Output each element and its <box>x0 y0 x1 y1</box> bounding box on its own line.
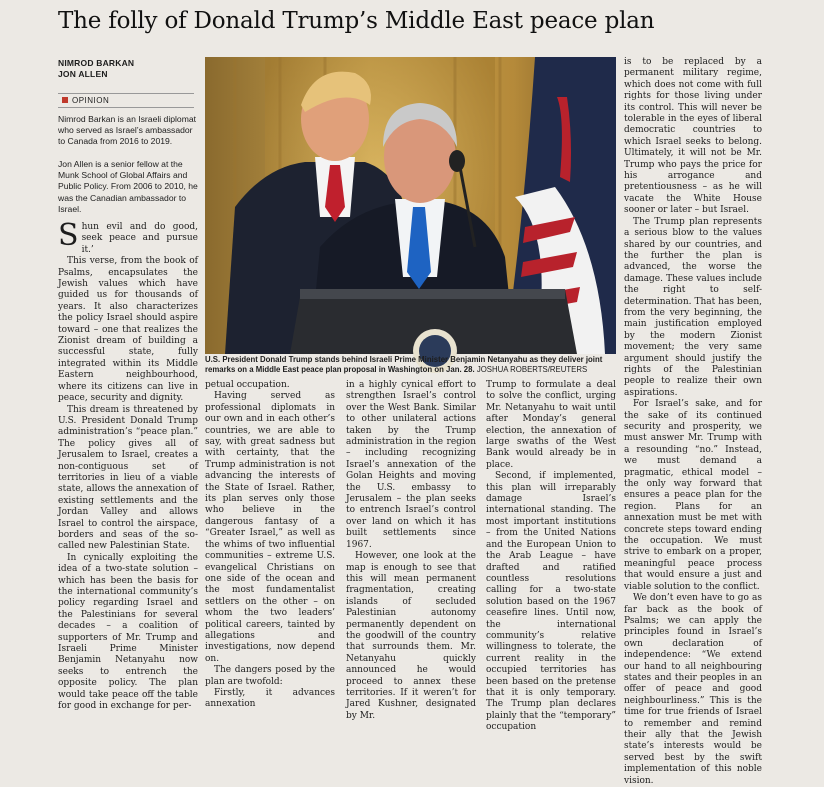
article-paragraph: We don’t even have to go as far back as the book of Psalms; we can apply the principles found in Israel’s own declaration of independence: “We extend our hand to all neighbouring states and their peoples in an offer of peace and good neighbourliness.” This is the time for true friends of Israel to remember and remind their ally that the Jewish state’s interests would be served best by the swift implementation of this noble vision. <box>624 593 762 786</box>
article-column <box>58 218 198 712</box>
headline: The folly of Donald Trump’s Middle East peace plan <box>58 8 655 34</box>
author-name: JON ALLEN <box>58 68 108 79</box>
article-paragraph: in a highly cynical effort to strengthen Israel’s control over the West Bank. Similar to other unilateral actions taken by the Trump administration in the region – including recognizing Israel’s annexation of the Golan Heights and moving the U.S. embassy to Jerusalem – the plan seeks to entrench Israel’s control over land on which it has built settlements since 1967. <box>346 380 476 550</box>
article-column <box>346 380 476 721</box>
author-bio: Jon Allen is a senior fellow at the Munk School of Global Affairs and Public Policy. From 2006 to 2010, he was the Canadian ambassador to Israel. <box>58 159 198 214</box>
article-paragraph: petual occupation. <box>205 380 290 390</box>
article-paragraph: Firstly, it advances annexation <box>205 687 335 710</box>
article-paragraph: Trump to formulate a deal to solve the conflict, urging Mr. Netanyahu to wait until after Monday’s general election, the annexation of large swaths of the West Bank would already be in place. <box>486 380 616 470</box>
caption-text: U.S. President Donald Trump stands behind Israeli Prime Minister Benjamin Netanyahu as they deliver joint remarks on a Middle East peace plan proposal in Washington on Jan. 28. <box>205 355 603 374</box>
photo-credit: JOSHUA ROBERTS/REUTERS <box>476 365 588 374</box>
article-paragraph: This dream is threatened by U.S. President Donald Trump administration’s “peace plan.” The policy gives all of Jerusalem to Israel, creates a non-contiguous set of territories in lieu of a viable state, allows the annexation of existing settlements and the Jordan Valley and allows Israel to control the airspace, borders and seas of the so-called new Palestinian State. <box>58 404 198 552</box>
section-label <box>58 93 194 108</box>
bylines <box>58 58 134 79</box>
article-paragraph <box>58 218 198 256</box>
drop-cap: S <box>58 218 79 253</box>
article-column <box>486 380 616 733</box>
article-column <box>624 57 762 786</box>
article-paragraph: This verse, from the book of Psalms, encapsulates the Jewish values which have guided us for thousands of years. It also characterizes the policy Israel should aspire toward – one that realizes the Zionist dream of building a successful state, fully integrated within its Middle Eastern neighbourhood, where its citizens can live in peace, security and dignity. <box>58 256 198 404</box>
paragraph-text: hun evil and do good, seek peace and pursue it.’ <box>81 222 198 255</box>
section-label-text: OPINION <box>72 96 110 105</box>
article-paragraph: Having served as professional diplomats in our own and in each other’s countries, we are able to say, with great sadness but with certainty, that the Trump administration is not advancing the interests of the State of Israel. Rather, its plan serves only those who believe in the dangerous fantasy of a “Greater Israel,” as well as the whims of two influential communities – extreme U.S. evangelical Christians on one side of the ocean and the most fundamentalist settlers on the other – on whom the two leaders’ political careers, tainted by allegations and investigations, now depend on. <box>205 391 335 664</box>
article-paragraph: However, one look at the map is enough to see that this will mean permanent fragmentation, creating islands of secluded Palestinian autonomy permanently dependent on the goodwill of the country that surrounds them. Mr. Netanyahu quickly announced he would proceed to annex these territories. If it weren’t for Jared Kushner, designated by Mr. <box>346 551 476 721</box>
section-marker-icon <box>62 97 68 103</box>
article-paragraph: Second, if implemented, this plan will irreparably damage Israel’s international standing. The most important institutions – from the United Nations and the European Union to the Arab League – have drafted and ratified countless resolutions calling for a two-state solution based on the 1967 ceasefire lines. Until now, the international community’s relative willingness to tolerate, the current reality in the occupied territories has been based on the pretense that it is only temporary. The Trump plan declares plainly that the “temporary” occupation <box>486 471 616 733</box>
article-column <box>205 380 335 710</box>
article-paragraph: For Israel’s sake, and for the sake of its continued security and prosperity, we must answer Mr. Trump with a resounding “no.” Instead, we must demand a pragmatic, ethical model – the only way forward that ensures a peace plan for the region. Plans for an annexation must be met with concrete steps toward ending the occupation. We must strive to embark on a proper, meaningful peace process that would ensure a just and viable solution to the conflict. <box>624 399 762 592</box>
article-paragraph: In cynically exploiting the idea of a two-state solution – which has been the basis for the international community’s policy regarding Israel and the Palestinians for several decades – a coalition of supporters of Mr. Trump and Israeli Prime Minister Benjamin Netanyahu now seeks to entrench the opposite policy. The plan would take peace off the table for good in exchange for per- <box>58 552 198 712</box>
author-name: NIMROD BARKAN <box>58 58 135 68</box>
article-paragraph: is to be replaced by a permanent military regime, which does not come with full rights for those living under its control. This will never be tolerable in the eyes of liberal democratic countries to which Israel seeks to belong. Ultimately, it will not be Mr. Trump who pays the price for his arrogance and pretentiousness – as he will vacate the White House sooner or later – but Israel. <box>624 57 762 216</box>
article-paragraph: The Trump plan represents a serious blow to the values shared by our countries, and the further the plan is advanced, the worse the damage. These values include the right to self-determination. That has been, from the very beginning, the main justification employed by the modern Zionist movement; the very same argument should justify the rights of the Palestinian people to realize their own aspirations. <box>624 216 762 398</box>
author-bio: Nimrod Barkan is an Israeli diplomat who served as Israel’s ambassador to Canada from 2016 to 2019. <box>58 114 197 147</box>
article-paragraph: The dangers posed by the plan are twofold: <box>205 665 335 687</box>
news-photo <box>205 57 616 354</box>
photo-caption <box>205 355 616 375</box>
